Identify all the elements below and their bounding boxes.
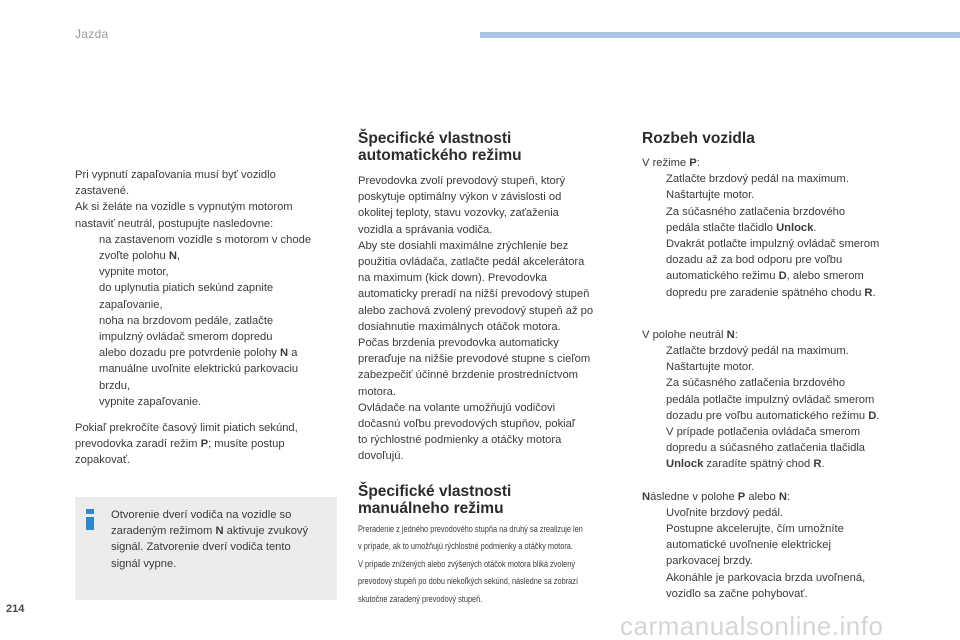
intro-paragraph [75,167,345,232]
text-line: v prípade, ak to umožňujú rýchlostné podmienky a otáčky motora. [358,541,573,552]
text-line: Otvorenie dverí vodiča na vozidle so [111,509,292,521]
text-line: signál. Zatvorenie dverí vodiča tento [111,541,291,554]
list-item-line: V prípade potlačenia ovládača smerom [666,426,861,439]
mode-p-list [642,171,912,301]
list-item-line: Uvoľnite brzdový pedál. [666,506,784,519]
section-title: Jazda [75,27,109,41]
mode-p-title: V režime P: [642,157,700,169]
list-item-line: vozidlo sa začne pohybovať. [666,587,808,600]
heading-automatic-mode [358,130,628,164]
heading-manual-mode [358,483,628,517]
text-line: automaticky preradí na nižší prevodový stupeň [358,288,590,301]
list-item [75,313,345,394]
text-line: Ak si želáte na vozidle s vypnutým motorom [75,201,293,214]
list-item-line: brzdu, [99,379,131,392]
list-item-line: na zastavenom vozidle s motorom v chode [99,233,312,246]
text-line: to rýchlostné podmienky a otáčky motora [358,434,562,447]
text-line: Počas brzdenia prevodovka automaticky [358,337,559,350]
list-item-line: do uplynutia piatich sekúnd zapnite [99,282,274,295]
column-middle [358,130,628,608]
list-item-line: alebo dozadu pre potvrdenie polohy N a [99,347,298,360]
list-item-line: Za súčasného zatlačenia brzdového [666,377,846,390]
list-item [642,375,912,472]
text-line: okolitej teploty, stavu vozovky, zaťaženia [358,207,559,220]
heading-starting-vehicle: Rozbeh vozidla [642,130,755,147]
text-line: prevodový stupeň po dobu niekoľkých sekúnd, následne sa zobrazí [358,576,579,587]
manual-mode-text [358,521,620,609]
list-item [642,359,912,375]
text-line: poskytuje optimálny výkon v závislosti od [358,191,562,204]
list-item-line: pedála stlačte tlačidlo Unlock. [666,221,817,234]
list-item-line: parkovacej brzdy. [666,555,753,568]
text-line: zopakovať. [75,454,131,467]
text-line: Pokiaľ prekročíte časový limit piatich sekúnd, [75,422,298,435]
page-number: 214 [6,603,25,615]
list-item [642,343,912,359]
text-line: preraďuje na nižšie prevodové stupne s cieľom [358,353,591,366]
list-item [642,171,912,187]
list-item-line: Zatlačte brzdový pedál na maximum. [666,345,849,358]
column-left [75,167,345,469]
list-item [642,505,912,521]
heading-line: manuálneho režimu [358,499,504,517]
list-item-line: dopredu pre zaradenie spätného chodu R. [666,286,876,299]
text-line: Prevodovka zvolí prevodový stupeň, ktorý [358,175,566,187]
list-item-line: automatického režimu D, alebo smerom [666,270,864,283]
text-line: na maximum (kick down). Prevodovka [358,272,548,285]
automatic-mode-text [358,173,628,465]
mode-n-list [642,343,912,473]
text-line: použitia ovládača, zatlačte pedál akcelerátora [358,256,585,269]
text-line: zaradeným režimom N aktivuje zvukový [111,525,309,538]
list-item-line: Za súčasného zatlačenia brzdového [666,205,846,218]
watermark: carmanualsonline.info [620,611,884,640]
text-line: V prípade znížených alebo zvýšených otáčok motora bliká zvolený [358,558,576,569]
list-item-line: dopredu a súčasného zatlačenia tlačidla [666,442,866,455]
text-line: dosiahnutie maximálnych otáčok motora. [358,320,561,333]
list-item-line: Dvakrát potlačte impulzný ovládač smerom [666,238,880,251]
text-line: dovoľujú. [358,450,404,463]
then-title: Následne v polohe P alebo N: [642,490,791,503]
list-item-line: automatické uvoľnenie elektrickej [666,539,831,552]
list-item-line: Unlock zaradíte spätný chod R. [666,458,825,471]
text-line: Preradenie z jedného prevodového stupňa na druhý sa zrealizuje len [358,523,583,534]
text-line: zabezpečiť účinné brzdenie prostredníctvom [358,369,578,382]
then-list [642,505,912,602]
text-line: nastaviť neutrál, postupujte nasledovne: [75,217,274,230]
list-item [642,236,912,301]
list-item-line: impulzný ovládač smerom dopredu [99,331,273,344]
list-item [642,570,912,602]
mode-n-title: V polohe neutrál N: [642,328,738,341]
text-line: alebo zachová zvolený prevodový stupeň až po [358,304,594,317]
heading-line: Špecifické vlastnosti [358,482,512,500]
header-bar [480,32,960,38]
heading-line: Špecifické vlastnosti [358,130,512,147]
list-item-line: dozadu až za bod odporu pre voľbu [666,254,843,267]
list-item-line: Naštartujte motor. [666,361,755,374]
list-item [642,204,912,236]
info-icon [86,509,94,529]
list-item-line: Akonáhle je parkovacia brzda uvoľnená, [666,571,866,584]
list-item [75,394,345,410]
text-line: vozidla a správania vodiča. [358,223,493,236]
text-line: Pri vypnutí zapaľovania musí byť vozidlo [75,169,276,181]
list-item [75,280,345,312]
list-item-line: noha na brzdovom pedále, zatlačte [99,314,274,327]
list-item-line: Naštartujte motor. [666,189,755,202]
list-item-line: zapaľovanie, [99,298,163,311]
text-line: Ovládače na volante umožňujú vodičovi [358,401,556,414]
list-item-line: zvoľte polohu N, [99,250,181,263]
list-item [642,187,912,203]
list-item [75,232,345,264]
text-line: zastavené. [75,185,130,198]
text-line: prevodovka zaradí režim P; musíte postup [75,438,285,451]
procedure-list [75,232,345,410]
timeout-paragraph [75,420,345,469]
text-line: signál vypne. [111,557,177,570]
column-right [642,130,912,602]
list-item-line: pedála potlačte impulzný ovládač smerom [666,393,875,406]
list-item [642,521,912,570]
heading-line: automatického režimu [358,147,522,164]
list-item-line: dozadu pre voľbu automatického režimu D. [666,409,880,422]
text-line: skutočne zaradený prevodový stupeň. [358,593,483,604]
list-item-line: manuálne uvoľnite elektrickú parkovaciu [99,363,299,376]
list-item-line: vypnite zapaľovanie. [99,395,202,408]
text-line: motora. [358,385,396,398]
list-item [75,264,345,280]
list-item-line: Postupne akcelerujte, čím umožníte [666,523,844,536]
text-line: dočasnú voľbu prevodových stupňov, pokiaľ [358,418,576,431]
text-line: Aby ste dosiahli maximálne zrýchlenie bez [358,239,569,252]
list-item-line: Zatlačte brzdový pedál na maximum. [666,173,849,186]
list-item-line: vypnite motor, [99,266,169,279]
info-box [75,497,337,600]
info-text [111,507,333,572]
